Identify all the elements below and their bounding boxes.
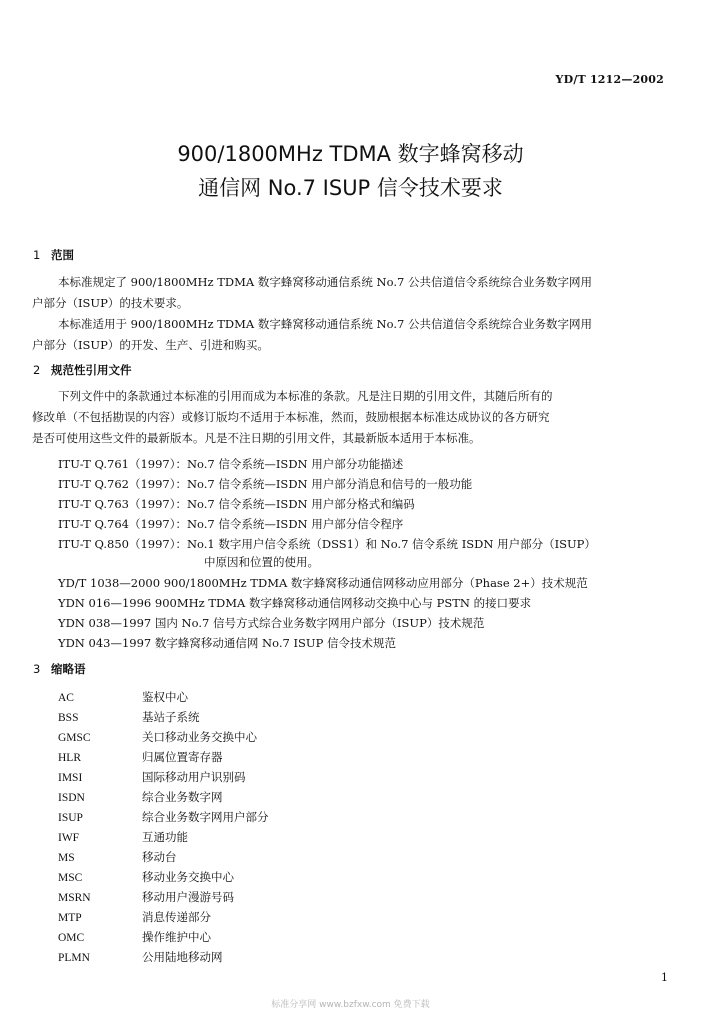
text-line: 户部分（ISUP）的开发、生产、引进和购买。 (32, 338, 269, 352)
text-line: 本标准适用于 900/1800MHz TDMA 数字蜂窝移动通信系统 No.7 公共信道信令系统综合业务数字网用 (58, 317, 592, 331)
abbreviation-code: AC (58, 692, 74, 704)
abbreviation-row (58, 709, 358, 725)
abbreviation-desc: 关口移动业务交换中心 (142, 730, 257, 744)
scope-paragraph-2 (32, 314, 672, 356)
normative-intro (32, 386, 672, 449)
abbreviation-desc: 移动台 (142, 850, 177, 864)
abbreviation-desc: 移动用户漫游号码 (142, 890, 234, 904)
abbreviation-code: MS (58, 852, 75, 864)
abbreviation-code: MTP (58, 912, 82, 924)
reference-item: ITU-T Q.764（1997）：No.7 信令系统—ISDN 用户部分信令程序 (58, 517, 404, 531)
standard-code-header: YD/T 1212—2002 (555, 73, 664, 86)
section-title: 缩略语 (51, 662, 86, 676)
section-title: 范围 (51, 248, 74, 262)
document-title-line-2: 通信网 No.7 ISUP 信令技术要求 (198, 176, 503, 200)
abbreviation-row (58, 949, 358, 965)
abbreviation-code: BSS (58, 712, 79, 724)
reference-item: YDN 016—1996 900MHz TDMA 数字蜂窝移动通信网移动交换中心与 PSTN 的接口要求 (58, 596, 532, 610)
reference-item: ITU-T Q.850（1997）：No.1 数字用户信令系统（DSS1）和 No.7 信令系统 ISDN 用户部分（ISUP） (58, 537, 596, 551)
section-number: 3 (33, 662, 41, 676)
abbreviation-code: GMSC (58, 732, 91, 744)
abbreviation-desc: 消息传递部分 (142, 910, 211, 924)
abbreviation-desc: 互通功能 (142, 830, 188, 844)
abbreviation-code: ISDN (58, 792, 85, 804)
abbreviation-code: ISUP (58, 812, 83, 824)
section-2-heading (33, 362, 132, 378)
section-number: 1 (33, 248, 41, 262)
watermark-footer: 标准分享网 www.bzfxw.com 免费下载 (271, 1000, 430, 1010)
abbreviation-row (58, 849, 358, 865)
abbreviation-desc: 移动业务交换中心 (142, 870, 234, 884)
abbreviation-desc: 国际移动用户识别码 (142, 770, 246, 784)
abbreviation-desc: 综合业务数字网 (142, 790, 223, 804)
abbreviation-code: HLR (58, 752, 81, 764)
text-line: 下列文件中的条款通过本标准的引用而成为本标准的条款。凡是注日期的引用文件，其随后所有的 (58, 389, 553, 403)
abbreviation-desc: 操作维护中心 (142, 930, 211, 944)
text-line: 是否可使用这些文件的最新版本。凡是不注日期的引用文件，其最新版本适用于本标准。 (32, 431, 481, 445)
reference-item-continuation: 中原因和位置的使用。 (204, 555, 319, 569)
abbreviation-code: OMC (58, 932, 85, 944)
abbreviation-code: MSRN (58, 892, 91, 904)
abbreviation-row (58, 689, 358, 705)
abbreviation-desc: 鉴权中心 (142, 690, 188, 704)
abbreviation-code: IMSI (58, 772, 83, 784)
abbreviation-row (58, 909, 358, 925)
text-line: 本标准规定了 900/1800MHz TDMA 数字蜂窝移动通信系统 No.7 公共信道信令系统综合业务数字网用 (58, 275, 592, 289)
scope-paragraph-1 (32, 272, 672, 314)
abbreviation-row (58, 929, 358, 945)
abbreviation-row (58, 829, 358, 845)
text-line: 修改单（不包括勘误的内容）或修订版均不适用于本标准，然而，鼓励根据本标准达成协议的各方研究 (32, 410, 550, 424)
abbreviation-row (58, 749, 358, 765)
abbreviation-code: PLMN (58, 952, 90, 964)
section-number: 2 (33, 363, 41, 377)
abbreviation-row (58, 869, 358, 885)
document-title-line-1: 900/1800MHz TDMA 数字蜂窝移动 (177, 142, 524, 166)
abbreviation-desc: 归属位置寄存器 (142, 750, 223, 764)
page-number: 1 (661, 971, 668, 984)
text-line: 户部分（ISUP）的技术要求。 (32, 296, 189, 310)
abbreviation-code: MSC (58, 872, 83, 884)
abbreviation-desc: 公用陆地移动网 (142, 950, 223, 964)
reference-item: YD/T 1038—2000 900/1800MHz TDMA 数字蜂窝移动通信网移动应用部分（Phase 2+）技术规范 (58, 576, 588, 590)
abbreviation-code: IWF (58, 832, 80, 844)
reference-item: ITU-T Q.761（1997）：No.7 信令系统—ISDN 用户部分功能描述 (58, 457, 404, 471)
reference-item: YDN 043—1997 数字蜂窝移动通信网 No.7 ISUP 信令技术规范 (58, 636, 396, 650)
section-1-heading (33, 247, 74, 263)
abbreviation-row (58, 769, 358, 785)
reference-item: ITU-T Q.762（1997）：No.7 信令系统—ISDN 用户部分消息和信号的一般功能 (58, 477, 473, 491)
abbreviation-desc: 基站子系统 (142, 710, 200, 724)
abbreviation-row (58, 789, 358, 805)
section-title: 规范性引用文件 (51, 363, 132, 377)
reference-item: ITU-T Q.763（1997）：No.7 信令系统—ISDN 用户部分格式和编码 (58, 497, 415, 511)
abbreviation-row (58, 729, 358, 745)
section-3-heading (33, 661, 86, 677)
reference-item: YDN 038—1997 国内 No.7 信号方式综合业务数字网用户部分（ISUP）技术规范 (58, 616, 485, 630)
abbreviation-row (58, 889, 358, 905)
abbreviation-row (58, 809, 358, 825)
abbreviation-desc: 综合业务数字网用户部分 (142, 810, 269, 824)
